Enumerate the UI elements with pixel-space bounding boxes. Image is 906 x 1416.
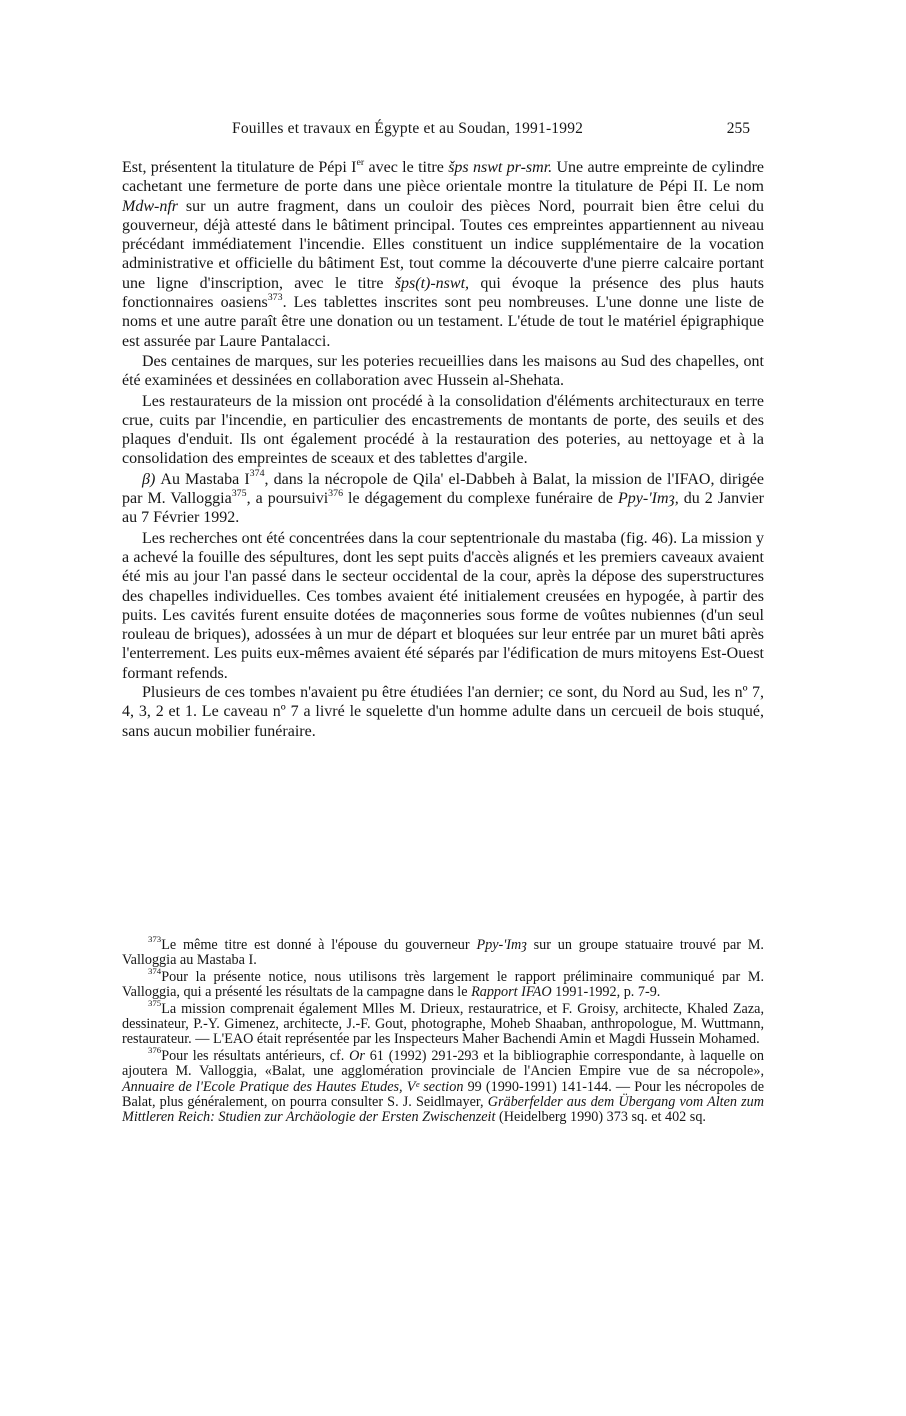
egyptian-title: šps(t)-nswt,	[394, 274, 470, 292]
main-text	[122, 158, 764, 741]
paragraph-2: Des centaines de marques, sur les poteries recueillies dans les maisons au Sud des chapelles, ont été examinées et dessinées en collaboration avec Hussein al-Shehata.	[122, 352, 764, 390]
footnote-number: 373	[148, 934, 162, 945]
running-header	[122, 120, 764, 142]
footnote-ref-373[interactable]: 373	[267, 291, 283, 303]
footnote-376: $^{376}$Pour les résultats antérieurs, cf. Or 61 (1992) 291-293 et la bibliographie correspondante, à laquelle on ajoutera M. Valloggia, «Balat, une agglomération provinciale de l'Ancien Empire vue de sa nécropole», Annuaire de l'Ecole Pratique des Hautes Etudes, Vᵉ section 99 (1990-1991) 141-144. — Pour les nécropoles de Balat, plus généralement, on pourra consulter S. J. Seidlmayer, Gräberfelder aus dem Übergang vom Alten zum Mittleren Reich: Studien zur Archäologie der Ersten Zwischenzeit (Heidelberg 1990) 373 sq. et 402 sq.	[122, 1045, 764, 1126]
footnote-number: 376	[148, 1045, 162, 1056]
egyptian-title: šps nswt pr-smr.	[448, 159, 553, 176]
footnote-373: $^{373}$Le même titre est donné à l'épouse du gouverneur Ppy-'Imȝ sur un groupe statuaire trouvé par M. Valloggia au Mastaba I.	[122, 934, 764, 969]
paragraph-5: Les recherches ont été concentrées dans la cour septentrionale du mastaba (fig. 46). La mission y a achevé la fouille des sépultures, dont les sept puits d'accès alignés et les premiers caveaux avaient été mis au jour l'an passé dans le secteur occidental de la cour, après la dépose des superstructures des chapelles individuelles. Ces tombes avaient été initialement creusées en hypogée, à partir des puits. Les cavités furent ensuite dotées de maçonneries sous forme de voûtes nubiennes (d'un seul rouleau de briques), adossées à un mur de départ et bloquées sur leur entrée par un muret bâti après l'enterrement. Les puits eux-mêmes avaient été séparés par l'édification de murs mitoyens Est-Ouest formant refends.	[122, 529, 764, 682]
footnote-ref-374[interactable]: 374	[249, 468, 265, 480]
footnotes	[122, 934, 764, 1126]
paragraph-6: Plusieurs de ces tombes n'avaient pu être étudiées l'an dernier; ce sont, du Nord au Sud, les nº 7, 4, 3, 2 et 1. Le caveau nº 7 a livré le squelette d'un homme adulte dans un cercueil de bois stuqué, sans aucun mobilier funéraire.	[122, 684, 764, 740]
paragraph-3: Les restaurateurs de la mission ont procédé à la consolidation d'éléments architecturaux en terre crue, cuits par l'incendie, en particulier des encastrements de montants de porte, des seuils et des plaques d'enduit. Ils ont également procédé à la restauration des poteries, au nettoyage et à la consolidation des empreintes de sceaux et des tablettes d'argile.	[122, 392, 764, 468]
paragraph-4: β) Au Mastaba $I^{374}$, dans la nécropole de Qila' el-Dabbeh à Balat, la mission de l'IFAO, dirigée par M. Valloggia$^{375}$, a poursuivi$^{376}$ le dégagement du complexe funéraire de Ppy-'Imȝ, du 2 Janvier au 7 Février 1992.	[122, 468, 765, 527]
paragraph-1: Est, présentent la titulature de Pépi Ier avec le titre šps nswt pr-smr. Une autre empreinte de cylindre cachetant une fermeture de porte dans une pièce orientale montre la titulature de Pépi II. Le nom Mdw-nfr sur un autre fragment, dans un couloir des pièces Nord, pourrait bien être celui du gouverneur, déjà attesté dans le bâtiment principal. Toutes ces empreintes appartiennent au niveau précédant immédiatement l'incendie. Elles constituent un indice supplémentaire de la vocation administrative et officielle du bâtiment Est, tout comme la découverte d'une pierre calcaire portant une ligne d'inscription, avec le titre šps(t)-nswt, qui évoque la présence des plus hauts fonctionnaires oasiens$^{373}$. Les tablettes inscrites sont peu nombreuses. L'une donne une liste de noms et une autre paraît être une donation ou un testament. L'étude de tout le matériel épigraphique est assurée par Laure Pantalacci.	[122, 156, 765, 350]
footnote-ref-375[interactable]: 375	[231, 487, 247, 499]
egyptian-name: Mdw-nfr	[122, 197, 178, 215]
section-marker: β)	[142, 470, 156, 488]
footnote-375: $^{375}$La mission comprenait également Mlles M. Drieux, restauratrice, et F. Groisy, architecte, Khaled Zaza, dessinateur, P.-Y. Gimenez, architecte, J.-F. Gout, photographe, Moheb Shaaban, anthropologue, M. Wuttmann, restaurateur. — L'EAO était représentée par les Inspecteurs Maher Bachendi Amin et Magdi Hussein Mohamed.	[122, 998, 764, 1048]
footnote-number: 374	[148, 966, 162, 977]
footnote-number: 375	[148, 998, 162, 1009]
egyptian-name: Ppy-'Imȝ,	[618, 490, 679, 508]
superscript-er: er	[356, 156, 365, 168]
footnote-374: $^{374}$Pour la présente notice, nous utilisons très largement le rapport préliminaire communiqué par M. Valloggia, qui a présenté les résultats de la campagne dans le Rapport IFAO 1991-1992, p. 7-9.	[122, 966, 764, 1001]
page-number: 255	[726, 120, 750, 137]
running-title: Fouilles et travaux en Égypte et au Soudan, 1991-1992	[232, 120, 584, 137]
footnote-ref-376[interactable]: 376	[328, 487, 344, 499]
